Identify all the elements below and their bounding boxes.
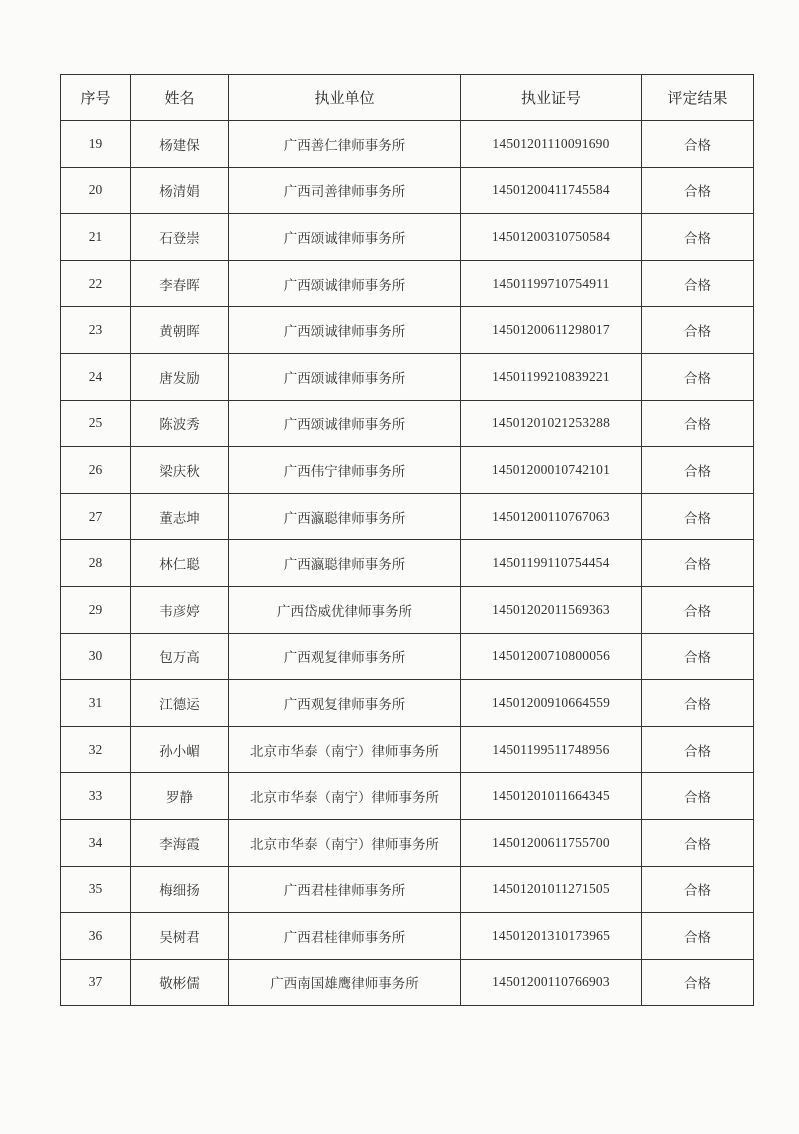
cell-name: 陈波秀 (131, 400, 229, 447)
cell-serial-number: 37 (61, 959, 131, 1006)
table-row (61, 633, 754, 680)
table-row (61, 214, 754, 261)
lawyer-assessment-table (60, 74, 754, 1006)
table-row (61, 959, 754, 1006)
cell-license-number: 14501199210839221 (461, 353, 642, 400)
cell-serial-number: 19 (61, 121, 131, 168)
table-row (61, 493, 754, 540)
table-row (61, 447, 754, 494)
cell-serial-number: 25 (61, 400, 131, 447)
cell-assessment-result: 合格 (642, 959, 754, 1006)
cell-license-number: 14501201110091690 (461, 121, 642, 168)
cell-serial-number: 35 (61, 866, 131, 913)
cell-license-number: 14501200611755700 (461, 819, 642, 866)
cell-license-number: 14501200310750584 (461, 214, 642, 261)
table-row (61, 307, 754, 354)
cell-practice-firm: 北京市华泰（南宁）律师事务所 (229, 819, 461, 866)
cell-assessment-result: 合格 (642, 633, 754, 680)
cell-license-number: 14501200710800056 (461, 633, 642, 680)
header-assessment-result: 评定结果 (642, 75, 754, 121)
table-row (61, 773, 754, 820)
cell-serial-number: 30 (61, 633, 131, 680)
cell-name: 杨建保 (131, 121, 229, 168)
cell-license-number: 14501200411745584 (461, 167, 642, 214)
cell-practice-firm: 广西君桂律师事务所 (229, 913, 461, 960)
cell-practice-firm: 广西司善律师事务所 (229, 167, 461, 214)
cell-assessment-result: 合格 (642, 307, 754, 354)
header-serial-number: 序号 (61, 75, 131, 121)
cell-name: 罗静 (131, 773, 229, 820)
cell-serial-number: 23 (61, 307, 131, 354)
table-row (61, 121, 754, 168)
cell-serial-number: 28 (61, 540, 131, 587)
cell-practice-firm: 广西观复律师事务所 (229, 680, 461, 727)
cell-practice-firm: 广西岱威优律师事务所 (229, 586, 461, 633)
cell-practice-firm: 广西瀛聪律师事务所 (229, 540, 461, 587)
cell-practice-firm: 北京市华泰（南宁）律师事务所 (229, 773, 461, 820)
cell-license-number: 14501199511748956 (461, 726, 642, 773)
cell-license-number: 14501201011664345 (461, 773, 642, 820)
cell-assessment-result: 合格 (642, 586, 754, 633)
cell-serial-number: 20 (61, 167, 131, 214)
cell-name: 敬彬儒 (131, 959, 229, 1006)
cell-name: 杨清娟 (131, 167, 229, 214)
cell-assessment-result: 合格 (642, 726, 754, 773)
cell-assessment-result: 合格 (642, 773, 754, 820)
cell-serial-number: 21 (61, 214, 131, 261)
cell-license-number: 14501201310173965 (461, 913, 642, 960)
header-name: 姓名 (131, 75, 229, 121)
cell-assessment-result: 合格 (642, 400, 754, 447)
header-license-number: 执业证号 (461, 75, 642, 121)
cell-name: 包万高 (131, 633, 229, 680)
cell-serial-number: 34 (61, 819, 131, 866)
cell-name: 唐发励 (131, 353, 229, 400)
cell-assessment-result: 合格 (642, 121, 754, 168)
cell-name: 江德运 (131, 680, 229, 727)
cell-serial-number: 22 (61, 260, 131, 307)
cell-practice-firm: 广西颂诚律师事务所 (229, 214, 461, 261)
cell-serial-number: 26 (61, 447, 131, 494)
cell-license-number: 14501200110767063 (461, 493, 642, 540)
cell-license-number: 14501201011271505 (461, 866, 642, 913)
table-row (61, 260, 754, 307)
cell-license-number: 14501199110754454 (461, 540, 642, 587)
cell-assessment-result: 合格 (642, 540, 754, 587)
cell-name: 李海霞 (131, 819, 229, 866)
cell-license-number: 14501200110766903 (461, 959, 642, 1006)
cell-license-number: 14501202011569363 (461, 586, 642, 633)
cell-practice-firm: 广西颂诚律师事务所 (229, 353, 461, 400)
cell-practice-firm: 广西瀛聪律师事务所 (229, 493, 461, 540)
cell-assessment-result: 合格 (642, 447, 754, 494)
table-row (61, 726, 754, 773)
table-row (61, 353, 754, 400)
cell-license-number: 14501201021253288 (461, 400, 642, 447)
cell-name: 黄朝晖 (131, 307, 229, 354)
cell-license-number: 14501200010742101 (461, 447, 642, 494)
cell-practice-firm: 广西君桂律师事务所 (229, 866, 461, 913)
table-row (61, 866, 754, 913)
cell-practice-firm: 广西颂诚律师事务所 (229, 400, 461, 447)
cell-assessment-result: 合格 (642, 260, 754, 307)
cell-assessment-result: 合格 (642, 913, 754, 960)
cell-practice-firm: 广西颂诚律师事务所 (229, 260, 461, 307)
cell-serial-number: 32 (61, 726, 131, 773)
cell-practice-firm: 广西伟宁律师事务所 (229, 447, 461, 494)
table-header-row (61, 75, 754, 121)
cell-name: 孙小嵋 (131, 726, 229, 773)
cell-serial-number: 36 (61, 913, 131, 960)
cell-serial-number: 27 (61, 493, 131, 540)
header-practice-firm: 执业单位 (229, 75, 461, 121)
table-row (61, 913, 754, 960)
table-row (61, 680, 754, 727)
cell-license-number: 14501200611298017 (461, 307, 642, 354)
cell-practice-firm: 北京市华泰（南宁）律师事务所 (229, 726, 461, 773)
cell-license-number: 14501200910664559 (461, 680, 642, 727)
cell-practice-firm: 广西南国雄鹰律师事务所 (229, 959, 461, 1006)
cell-serial-number: 29 (61, 586, 131, 633)
cell-name: 董志坤 (131, 493, 229, 540)
cell-license-number: 14501199710754911 (461, 260, 642, 307)
table-row (61, 167, 754, 214)
cell-name: 吴树君 (131, 913, 229, 960)
cell-assessment-result: 合格 (642, 167, 754, 214)
table-row (61, 540, 754, 587)
table-row (61, 400, 754, 447)
table-body (61, 121, 754, 1006)
cell-name: 林仁聪 (131, 540, 229, 587)
cell-serial-number: 33 (61, 773, 131, 820)
cell-name: 梅细扬 (131, 866, 229, 913)
cell-practice-firm: 广西善仁律师事务所 (229, 121, 461, 168)
cell-assessment-result: 合格 (642, 493, 754, 540)
cell-serial-number: 31 (61, 680, 131, 727)
cell-name: 石登崇 (131, 214, 229, 261)
cell-assessment-result: 合格 (642, 866, 754, 913)
table-row (61, 586, 754, 633)
cell-assessment-result: 合格 (642, 214, 754, 261)
cell-assessment-result: 合格 (642, 819, 754, 866)
cell-serial-number: 24 (61, 353, 131, 400)
cell-name: 李春晖 (131, 260, 229, 307)
table-row (61, 819, 754, 866)
cell-assessment-result: 合格 (642, 680, 754, 727)
cell-name: 梁庆秋 (131, 447, 229, 494)
cell-name: 韦彦婷 (131, 586, 229, 633)
cell-practice-firm: 广西颂诚律师事务所 (229, 307, 461, 354)
cell-practice-firm: 广西观复律师事务所 (229, 633, 461, 680)
cell-assessment-result: 合格 (642, 353, 754, 400)
